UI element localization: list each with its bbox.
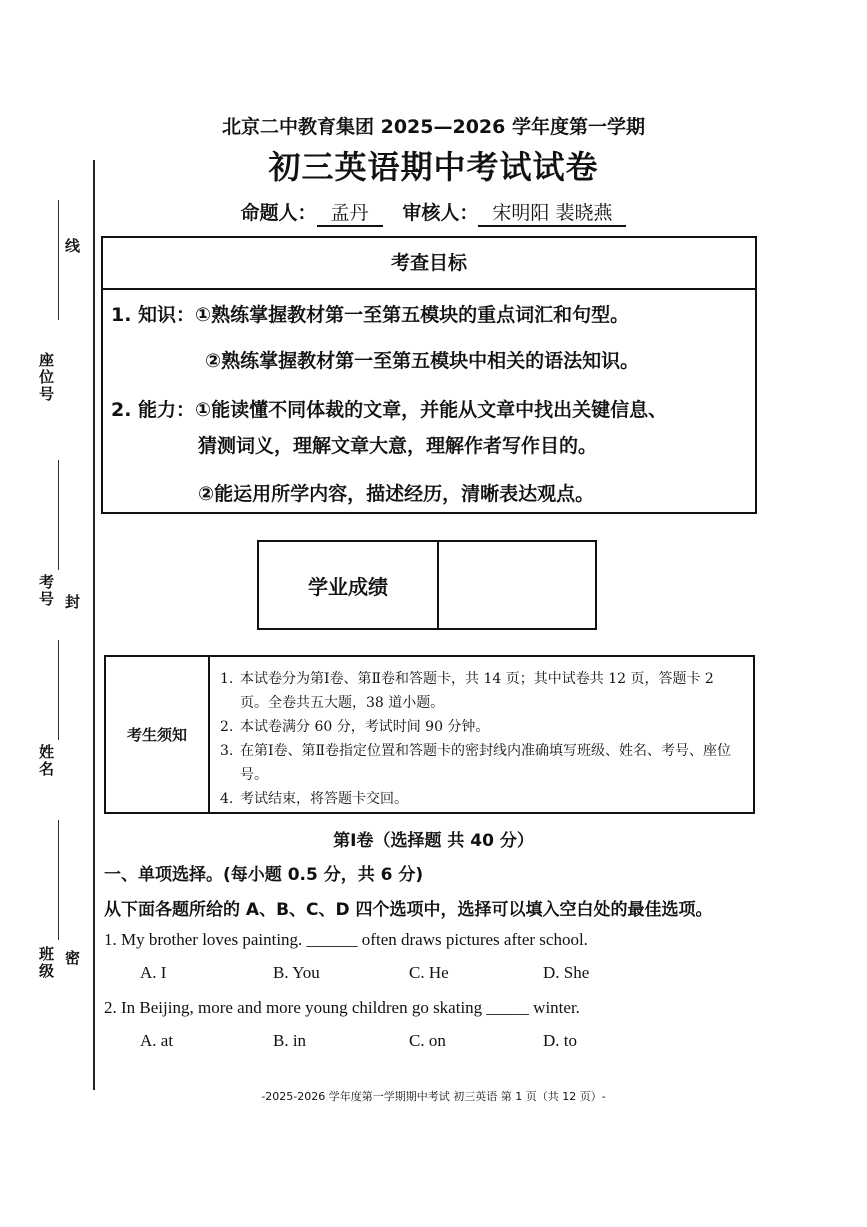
binding-mark-secret: 密 <box>63 950 81 965</box>
notice-heading: 考生须知 <box>106 657 210 812</box>
question-2-stem: 2. In Beijing, more and more young children go skating _____ winter. <box>104 998 580 1017</box>
reviewer-label: 审核人： <box>402 202 479 224</box>
reviewer-names: 宋明阳 裴晓燕 <box>478 198 626 227</box>
authors-line <box>0 198 867 227</box>
exam-number-fill-line <box>58 460 59 570</box>
binding-mark-seal: 封 <box>63 594 81 609</box>
exam-notice-box <box>104 655 755 814</box>
question-2-option-c: C. on <box>409 1031 446 1050</box>
objective-ability-1-cont: 猜测词义，理解文章大意，理解作者写作目的。 <box>198 435 598 457</box>
objective-ability-1: 2. 能力：①能读懂不同体裁的文章，并能从文章中找出关键信息、 <box>111 399 668 421</box>
binding-mark-line: 线 <box>63 238 81 253</box>
binding-line <box>93 160 95 1090</box>
question-2-option-d: D. to <box>543 1031 577 1050</box>
notice-item: 4. 考试结束，将答题卡交回。 <box>220 791 408 807</box>
part-title: 一、单项选择。(每小题 0.5 分，共 6 分) <box>104 865 424 885</box>
notice-item: 1. 本试卷分为第Ⅰ卷、第Ⅱ卷和答题卡，共 14 页；其中试卷共 12 页，答题卡 2 页。全卷共五大题，38 道小题。 <box>220 671 714 711</box>
score-label: 学业成绩 <box>259 542 439 628</box>
page-footer: -2025-2026 学年度第一学期期中考试 初三英语 第 1 页（共 12 页）- <box>261 1090 606 1103</box>
question-2-option-a: A. at <box>140 1031 174 1050</box>
question-1-option-b: B. You <box>273 963 320 982</box>
question-1-option-d: D. She <box>543 963 590 982</box>
author-name: 孟丹 <box>317 198 383 227</box>
objectives-heading: 考查目标 <box>103 238 755 290</box>
notice-item: 2. 本试卷满分 60 分，考试时间 90 分钟。 <box>220 719 490 735</box>
name-fill-line <box>58 640 59 740</box>
objective-knowledge-1: 1. 知识：①熟练掌握教材第一至第五模块的重点词汇和句型。 <box>111 304 630 326</box>
notice-list <box>210 657 753 812</box>
question-2-option-b: B. in <box>273 1031 307 1050</box>
name-label: 姓名 <box>37 744 55 778</box>
exam-number-label: 考号 <box>37 574 55 608</box>
page-title: 初三英语期中考试试卷 <box>268 148 599 186</box>
question-1-option-c: C. He <box>409 963 449 982</box>
objective-ability-2: ②能运用所学内容，描述经历，清晰表达观点。 <box>198 483 595 505</box>
school-term-line: 北京二中教育集团 2025—2026 学年度第一学期 <box>222 116 645 138</box>
author-label: 命题人： <box>240 202 317 224</box>
class-label: 班级 <box>37 946 55 980</box>
part-instructions: 从下面各题所给的 A、B、C、D 四个选项中，选择可以填入空白处的最佳选项。 <box>104 900 713 920</box>
question-1-option-a: A. I <box>140 963 167 982</box>
objectives-box <box>101 236 757 514</box>
score-field <box>439 542 595 628</box>
notice-item: 3. 在第Ⅰ卷、第Ⅱ卷指定位置和答题卡的密封线内准确填写班级、姓名、考号、座位号。 <box>220 743 732 783</box>
score-box <box>257 540 597 630</box>
seat-number-label: 座位号 <box>37 352 55 403</box>
section-title: 第Ⅰ卷（选择题 共 40 分） <box>333 831 534 851</box>
question-1-stem: 1. My brother loves painting. ______ often draws pictures after school. <box>104 930 588 949</box>
objective-knowledge-2: ②熟练掌握教材第一至第五模块中相关的语法知识。 <box>205 350 640 372</box>
